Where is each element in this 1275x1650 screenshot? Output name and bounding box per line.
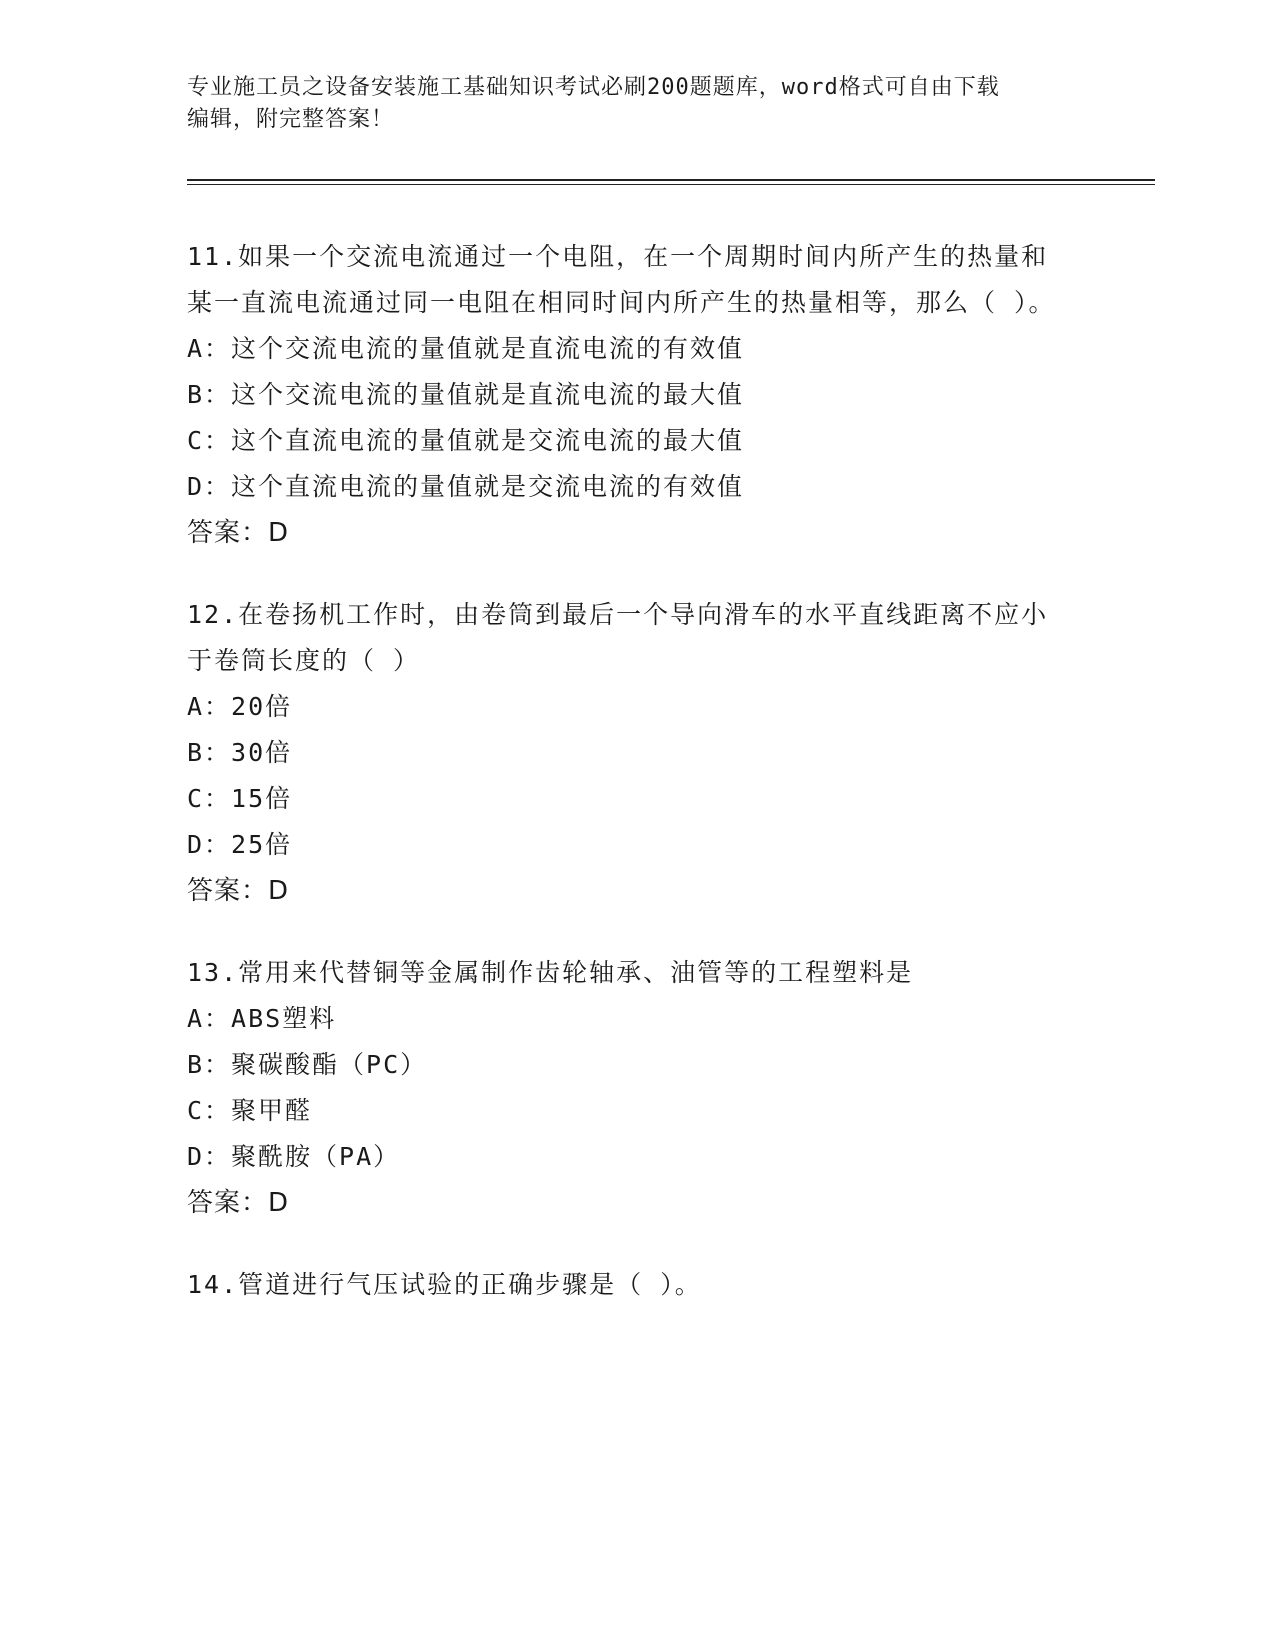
document-header bbox=[187, 72, 1067, 136]
option-a: A：ABS塑料 bbox=[187, 1004, 337, 1033]
option-b: B：30倍 bbox=[187, 738, 293, 767]
answer-label: 答案：D bbox=[187, 876, 290, 906]
question-stem: 13.常用来代替铜等金属制作齿轮轴承、油管等的工程塑料是 bbox=[187, 958, 914, 987]
option-c: C：聚甲醛 bbox=[187, 1096, 313, 1125]
option-a: A：20倍 bbox=[187, 692, 293, 721]
answer-label: 答案：D bbox=[187, 1188, 290, 1218]
question-12 bbox=[187, 592, 1087, 914]
option-b: B：聚碳酸酯（PC） bbox=[187, 1050, 428, 1079]
header-divider bbox=[187, 179, 1155, 185]
option-c: C：这个直流电流的量值就是交流电流的最大值 bbox=[187, 426, 745, 455]
question-14 bbox=[187, 1262, 1087, 1308]
option-d: D：这个直流电流的量值就是交流电流的有效值 bbox=[187, 472, 745, 501]
question-13 bbox=[187, 950, 1087, 1226]
header-title-line-2: 编辑，附完整答案！ bbox=[187, 107, 395, 132]
question-11 bbox=[187, 234, 1087, 556]
header-title-line-1: 专业施工员之设备安装施工基础知识考试必刷200题题库，word格式可自由下载 bbox=[187, 75, 1000, 100]
option-a: A：这个交流电流的量值就是直流电流的有效值 bbox=[187, 334, 745, 363]
option-d: D：25倍 bbox=[187, 830, 293, 859]
question-stem: 12.在卷扬机工作时，由卷筒到最后一个导向滑车的水平直线距离不应小于卷筒长度的（ ） bbox=[187, 600, 1049, 675]
question-list bbox=[187, 234, 1087, 1344]
question-stem: 14.管道进行气压试验的正确步骤是（ ）。 bbox=[187, 1270, 702, 1299]
option-b: B：这个交流电流的量值就是直流电流的最大值 bbox=[187, 380, 745, 409]
question-stem: 11.如果一个交流电流通过一个电阻，在一个周期时间内所产生的热量和某一直流电流通过同一电阻在相同时间内所产生的热量相等，那么（ ）。 bbox=[187, 242, 1056, 317]
answer-label: 答案：D bbox=[187, 518, 290, 548]
option-d: D：聚酰胺（PA） bbox=[187, 1142, 401, 1171]
option-c: C：15倍 bbox=[187, 784, 293, 813]
